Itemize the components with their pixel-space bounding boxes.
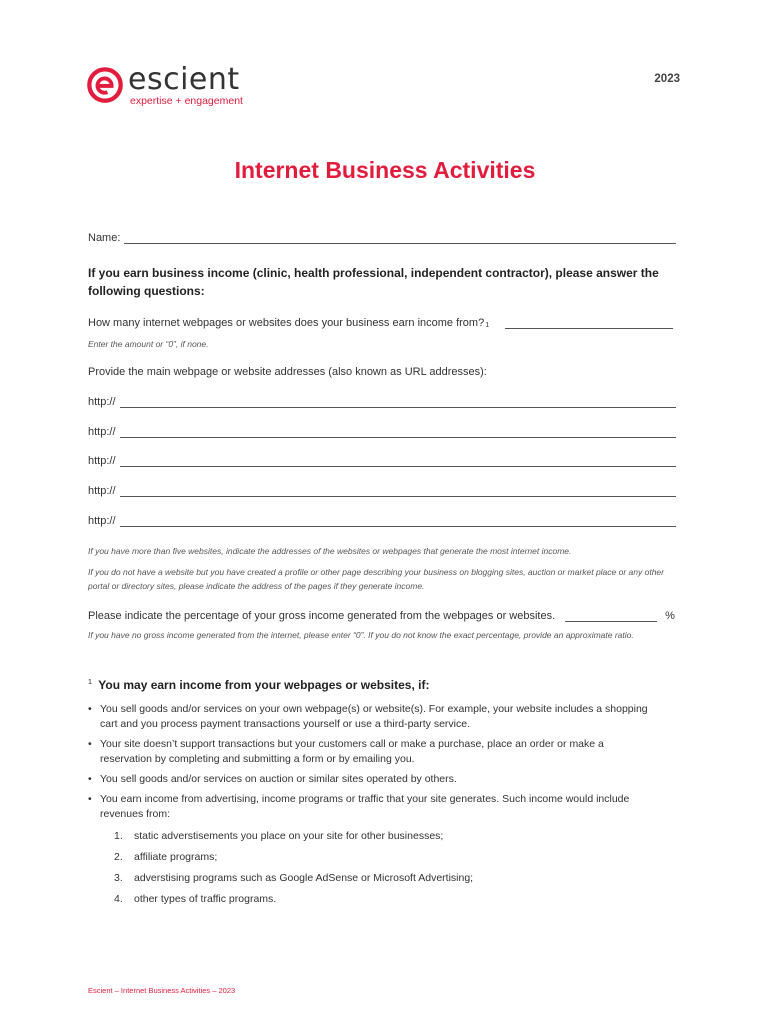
footnote-heading-text: You may earn income from your webpages or websites, if: bbox=[98, 678, 430, 692]
website-count-row bbox=[88, 317, 676, 329]
footnote-heading-ref: 1 bbox=[88, 679, 92, 686]
url-prefix: http:// bbox=[88, 426, 116, 438]
list-item bbox=[88, 702, 648, 732]
url-prefix: http:// bbox=[88, 455, 116, 467]
list-item-text: You earn income from advertising, income programs or traffic that your site generates. Such income would include revenues from: bbox=[100, 793, 630, 820]
url-row bbox=[88, 396, 676, 408]
logo-tagline: expertise + engagement bbox=[130, 95, 243, 107]
document-year: 2023 bbox=[654, 73, 680, 85]
escient-logo bbox=[86, 62, 243, 107]
more-websites-note: If you have more than five websites, indicate the addresses of the websites or webpages that generate the most internet income. bbox=[88, 546, 572, 556]
bullet-icon: • bbox=[88, 773, 92, 785]
url-row bbox=[88, 515, 676, 527]
page-footer: Escient – Internet Business Activities – 2023 bbox=[88, 986, 236, 995]
website-count-field[interactable] bbox=[505, 317, 673, 329]
website-count-question: How many internet webpages or websites does your business earn income from? bbox=[88, 317, 485, 329]
no-website-note: If you do not have a website but you have created a profile or other page describing your business on blogging sites, auction or market place or any other portal or directory sites, please indicate the address of the pages if they generate income. bbox=[88, 567, 664, 591]
footnote-ref: 1 bbox=[485, 322, 490, 329]
list-item bbox=[88, 737, 648, 767]
footnote-heading bbox=[88, 674, 688, 694]
url-row bbox=[88, 426, 676, 438]
item-text: static adverstisements you place on your site for other businesses; bbox=[134, 830, 444, 842]
numbered-item bbox=[114, 871, 473, 885]
income-criteria-list bbox=[88, 702, 648, 827]
list-item bbox=[88, 792, 648, 822]
item-number: 2. bbox=[114, 851, 123, 863]
list-item-text: You sell goods and/or services on auction or similar sites operated by others. bbox=[100, 773, 457, 785]
url-prefix: http:// bbox=[88, 396, 116, 408]
url-field[interactable] bbox=[120, 485, 676, 497]
name-label: Name: bbox=[88, 232, 121, 244]
item-text: adverstising programs such as Google AdSense or Microsoft Advertising; bbox=[134, 872, 474, 884]
revenue-types-list bbox=[114, 829, 473, 913]
website-count-hint: Enter the amount or “0”, if none. bbox=[88, 339, 209, 349]
numbered-item bbox=[114, 829, 473, 843]
percent-unit: % bbox=[665, 610, 675, 622]
url-field[interactable] bbox=[120, 396, 676, 408]
name-field[interactable] bbox=[124, 232, 676, 244]
url-row bbox=[88, 485, 676, 497]
percentage-question: Please indicate the percentage of your gross income generated from the webpages or websites. bbox=[88, 610, 556, 622]
item-text: other types of traffic programs. bbox=[134, 893, 277, 905]
item-number: 4. bbox=[114, 893, 123, 905]
addresses-prompt: Provide the main webpage or website addresses (also known as URL addresses): bbox=[88, 366, 487, 378]
name-row bbox=[88, 232, 676, 244]
numbered-item bbox=[114, 850, 473, 864]
section-heading: If you earn business income (clinic, health professional, independent contractor), please answer the following questions: bbox=[88, 266, 659, 298]
percentage-field[interactable] bbox=[565, 610, 657, 622]
list-item-text: Your site doesn’t support transactions but your customers call or make a purchase, place an order or make a reservation by completing and submitting a form or by emailing you. bbox=[100, 738, 604, 765]
percentage-row bbox=[88, 610, 676, 622]
item-text: affiliate programs; bbox=[134, 851, 218, 863]
percentage-hint: If you have no gross income generated from the internet, please enter “0”. If you do not know the exact percentage, provide an approximate ratio. bbox=[88, 630, 634, 640]
bullet-icon: • bbox=[88, 703, 92, 715]
item-number: 1. bbox=[114, 830, 123, 842]
bullet-icon: • bbox=[88, 738, 92, 750]
item-number: 3. bbox=[114, 872, 123, 884]
page-title: Internet Business Activities bbox=[234, 157, 536, 183]
bullet-icon: • bbox=[88, 793, 92, 805]
url-row bbox=[88, 455, 676, 467]
escient-logo-icon bbox=[86, 66, 124, 104]
url-prefix: http:// bbox=[88, 485, 116, 497]
logo-wordmark: escient bbox=[128, 62, 240, 97]
url-prefix: http:// bbox=[88, 515, 116, 527]
list-item-text: You sell goods and/or services on your own webpage(s) or website(s). For example, your website includes a shopping cart and you process payment transactions yourself or use a third-party service. bbox=[100, 703, 648, 730]
list-item bbox=[88, 772, 648, 787]
url-field[interactable] bbox=[120, 426, 676, 438]
url-field[interactable] bbox=[120, 515, 676, 527]
url-field[interactable] bbox=[120, 455, 676, 467]
numbered-item bbox=[114, 892, 473, 906]
